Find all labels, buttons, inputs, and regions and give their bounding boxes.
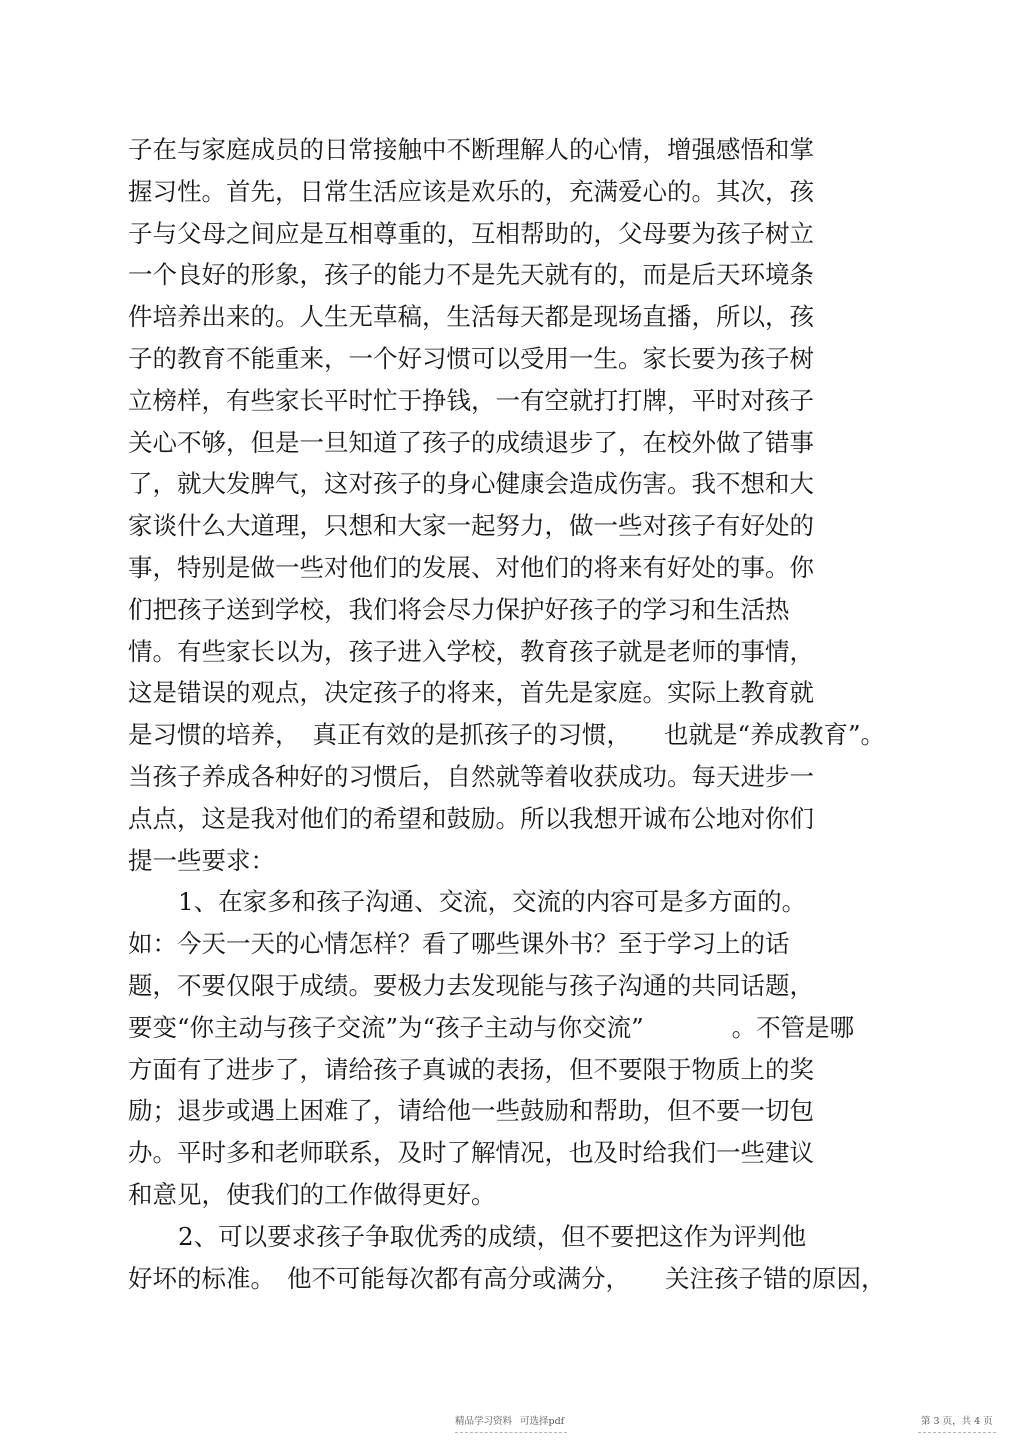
text-segment: 是习惯的培养， xyxy=(128,720,300,750)
text-line: 了，就大发脾气，这对孩子的身心健康会造成伤害。我不想和大 xyxy=(128,469,814,499)
text-line: 情。有些家长以为，孩子进入学校，教育孩子就是老师的事情， xyxy=(128,636,814,666)
text-line xyxy=(128,1258,1008,1300)
text-line: 当孩子养成各种好的习惯后，自然就等着收获成功。每天进步一 xyxy=(128,761,814,791)
text-line: 点点，这是我对他们的希望和鼓励。所以我想开诚布公地对你们 xyxy=(128,803,814,833)
text-line: 握习性。首先，日常生活应该是欢乐的，充满爱心的。其次，孩 xyxy=(128,176,814,206)
footer-divider xyxy=(918,1432,996,1433)
footer-selectable-label: 可选择pdf xyxy=(520,1416,565,1427)
list-item-2: 2、可以要求孩子争取优秀的成绩，但不要把这作为评判他 xyxy=(178,1221,807,1251)
text-line: 件培养出来的。人生无草稿，生活每天都是现场直播，所以，孩 xyxy=(128,302,814,332)
footer-source-label: 精品学习资料 xyxy=(455,1416,513,1427)
text-line: 们把孩子送到学校，我们将会尽力保护好孩子的学习和生活热 xyxy=(128,594,790,624)
text-line: 家谈什么大道理，只想和大家一起努力，做一些对孩子有好处的 xyxy=(128,511,814,541)
text-segment: 。不管是哪 xyxy=(731,1012,855,1042)
text-segment: 关注孩子错的原因， xyxy=(665,1263,886,1293)
text-line: 如：今天一天的心情怎样？看了哪些课外书？至于学习上的话 xyxy=(128,929,790,959)
text-line: 子与父母之间应是互相尊重的，互相帮助的，父母要为孩子树立 xyxy=(128,218,814,248)
text-line: 这是错误的观点，决定孩子的将来，首先是家庭。实际上教育就 xyxy=(128,678,814,708)
text-line: 励；退步或遇上困难了，请给他一些鼓励和帮助，但不要一切包 xyxy=(128,1096,814,1126)
text-line: 办。平时多和老师联系，及时了解情况，也及时给我们一些建议 xyxy=(128,1138,814,1168)
text-line: 提一些要求： xyxy=(128,845,275,875)
text-line: 和意见，使我们的工作做得更好。 xyxy=(128,1179,496,1209)
text-line: 事，特别是做一些对他们的发展、对他们的将来有好处的事。你 xyxy=(128,552,814,582)
text-segment: 好坏的标准。 xyxy=(128,1263,275,1293)
text-line: 关心不够，但是一旦知道了孩子的成绩退步了，在校外做了错事 xyxy=(128,427,814,457)
text-line: 一个良好的形象，孩子的能力不是先天就有的，而是后天环境条 xyxy=(128,260,814,290)
footer-divider xyxy=(455,1432,567,1433)
text-segment: 真正有效的是抓孩子的习惯， xyxy=(312,720,631,750)
text-segment: 要变“你主动与孩子交流”为“孩子主动与你交流” xyxy=(128,1012,644,1042)
text-line: 立榜样，有些家长平时忙于挣钱，一有空就打打牌，平时对孩子 xyxy=(128,385,814,415)
text-line: 子的教育不能重来，一个好习惯可以受用一生。家长要为孩子树 xyxy=(128,343,814,373)
body-text xyxy=(128,129,1008,1299)
text-line xyxy=(128,714,1008,756)
text-line: 题，不要仅限于成绩。要极力去发现能与孩子沟通的共同话题， xyxy=(128,970,814,1000)
footer-page-info: 第 3 页，共 4 页 xyxy=(921,1416,993,1427)
text-line: 方面有了进步了，请给孩子真诚的表扬，但不要限于物质上的奖 xyxy=(128,1054,814,1084)
text-line: 子在与家庭成员的日常接触中不断理解人的心情，增强感悟和掌 xyxy=(128,135,814,164)
text-line xyxy=(128,1007,1008,1049)
list-item-1: 1、在家多和孩子沟通、交流，交流的内容可是多方面的。 xyxy=(178,887,807,917)
text-segment: 也就是“养成教育”。 xyxy=(664,720,886,750)
text-segment: 他不可能每次都有高分或满分， xyxy=(287,1263,630,1293)
